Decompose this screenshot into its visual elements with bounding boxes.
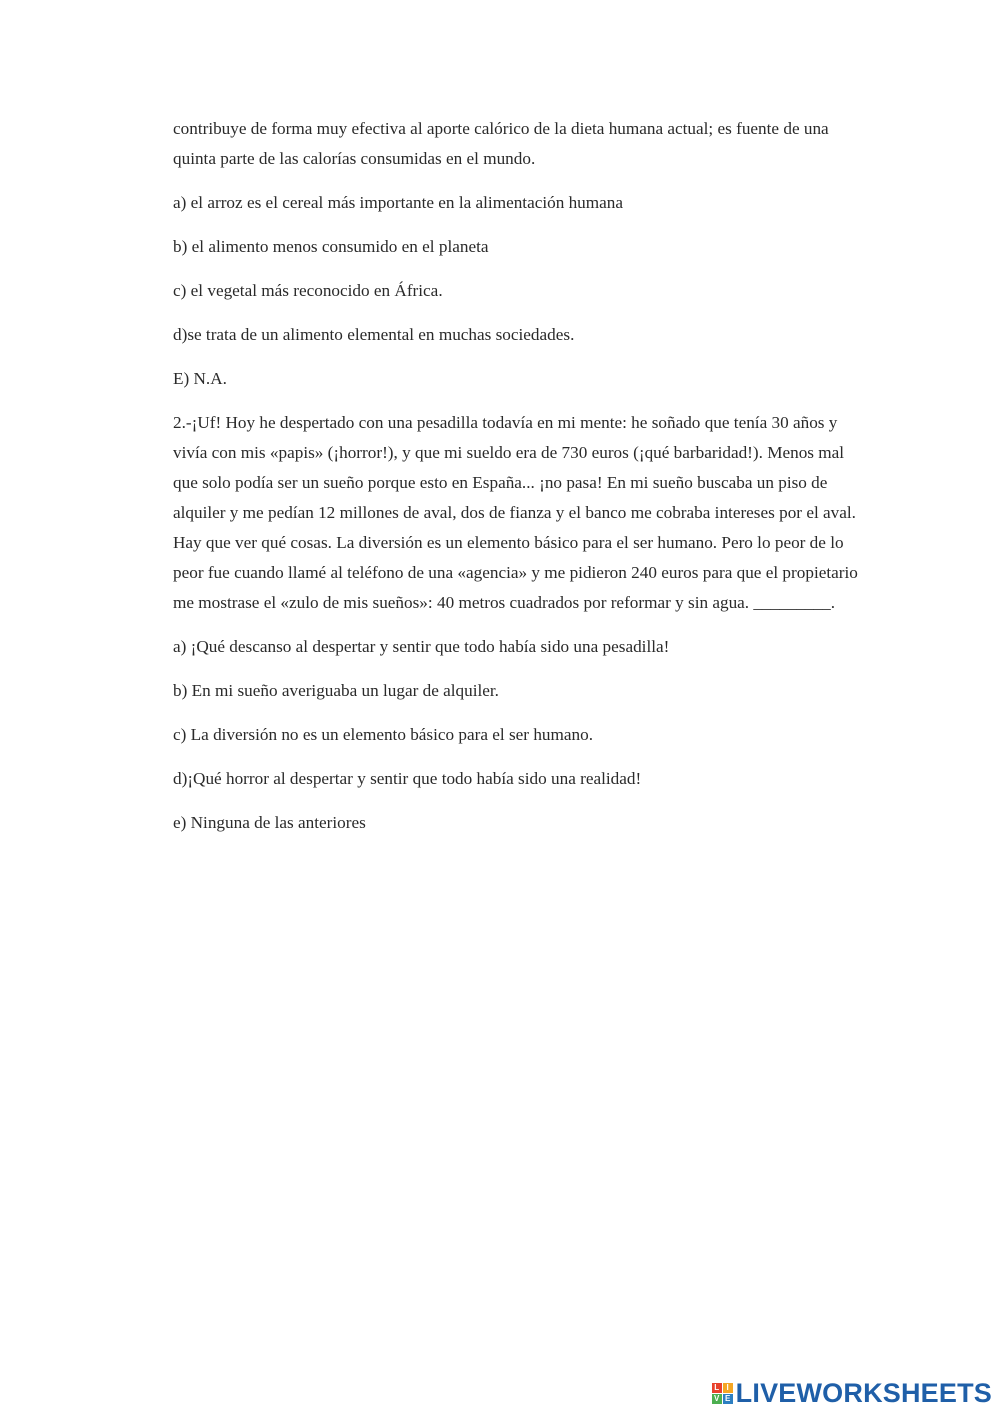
liveworksheets-wordmark: LIVEWORKSHEETS [735,1378,992,1408]
question-2-text: 2.-¡Uf! Hoy he despertado con una pesadilla todavía en mi mente: he soñado que tenía 30 años y vivía con mis «papis» (¡horror!), y que mi sueldo era de 730 euros (¡qué barbaridad!). Menos mal que solo podía ser un sueño porque esto en España... ¡no pasa! En mi sueño buscaba un piso de alquiler y me pedían 12 millones de aval, dos de fianza y el banco me cobraba intereses por el aval. Hay que ver qué cosas. La diversión es un elemento básico para el ser humano. Pero lo peor de lo peor fue cuando llamé al teléfono de una «agencia» y me pidieron 240 euros para que el propietario me mostrase el «zulo de mis sueños»: 40 metros cuadrados por reformar y sin agua. _________. [173,413,858,612]
question-2-option-a: a) ¡Qué descanso al despertar y sentir que todo había sido una pesadilla! [173,637,670,656]
logo-letter-v: V [712,1394,722,1404]
worksheet-content [173,114,863,852]
question-2-option-d: d)¡Qué horror al despertar y sentir que todo había sido una realidad! [173,769,642,788]
question-2-option-e: e) Ninguna de las anteriores [173,813,366,832]
question-1-option-e: E) N.A. [173,369,227,388]
question-2-option-c: c) La diversión no es un elemento básico para el ser humano. [173,725,593,744]
question-1-option-c: c) el vegetal más reconocido en África. [173,281,443,300]
question-1-option-a: a) el arroz es el cereal más importante en la alimentación humana [173,193,623,212]
question-1-option-d: d)se trata de un alimento elemental en muchas sociedades. [173,325,575,344]
question-1-intro: contribuye de forma muy efectiva al aporte calórico de la dieta humana actual; es fuente de una quinta parte de las calorías consumidas en el mundo. [173,119,829,168]
question-2-option-b: b) En mi sueño averiguaba un lugar de alquiler. [173,681,499,700]
liveworksheets-watermark [712,1378,992,1408]
liveworksheets-logo-icon [712,1383,733,1404]
logo-letter-i: I [723,1383,733,1393]
question-1-option-b: b) el alimento menos consumido en el planeta [173,237,489,256]
logo-letter-l: L [712,1383,722,1393]
logo-letter-e: E [723,1394,733,1404]
